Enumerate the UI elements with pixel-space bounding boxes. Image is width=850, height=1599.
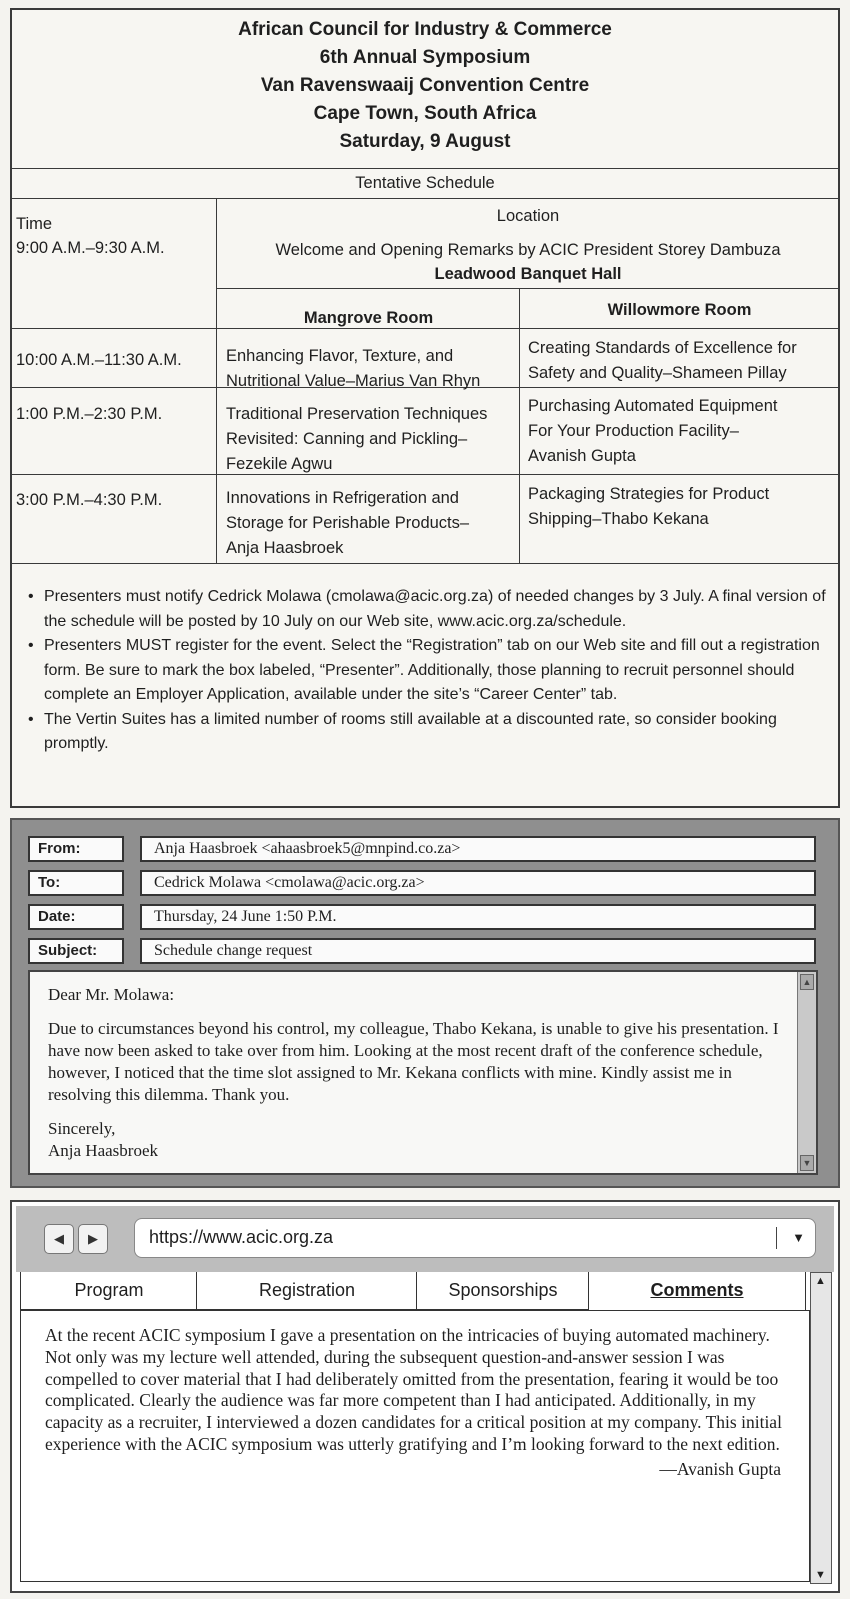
session-willowmore-1 — [528, 336, 797, 386]
session-line: For Your Production Facility– — [528, 422, 739, 440]
slot-4-time: 3:00 P.M.–4:30 P.M. — [16, 491, 163, 509]
session-willowmore-3 — [528, 482, 769, 532]
email-message: Due to circumstances beyond his control, my colleague, Thabo Kekana, is unable to give his presentation. I have now been asked to take over from him. Looking at the most recent draft of the conference schedule, however, I noticed that the time slot assigned to Mr. Kekana conflicts with mine. Kindly assist me in resolving this dilemma. Thank you. — [48, 1019, 779, 1104]
schedule-notes — [24, 585, 828, 757]
session-line: Traditional Preservation Techniques — [226, 405, 488, 423]
comment-author: —Avanish Gupta — [659, 1458, 781, 1479]
date-field[interactable]: Thursday, 24 June 1:50 P.M. — [140, 904, 816, 930]
browser-window — [10, 1200, 840, 1593]
tentative-label: Tentative Schedule — [355, 174, 495, 192]
session-line: Purchasing Automated Equipment — [528, 397, 778, 415]
url-text: https://www.acic.org.za — [149, 1227, 334, 1247]
session-line: Innovations in Refrigeration and — [226, 489, 459, 507]
comment-panel — [20, 1310, 810, 1582]
session-mangrove-1 — [226, 344, 480, 394]
address-bar[interactable] — [134, 1218, 816, 1258]
schedule-panel — [10, 8, 840, 808]
email-closing: Sincerely, — [48, 1119, 116, 1138]
session-line: Safety and Quality–Shameen Pillay — [528, 364, 787, 382]
from-field[interactable]: Anja Haasbroek <ahaasbroek5@mnpind.co.za> — [140, 836, 816, 862]
session-line: Creating Standards of Excellence for — [528, 339, 797, 357]
page-scrollbar[interactable] — [810, 1272, 832, 1584]
date-label: Date: — [28, 904, 124, 930]
session-mangrove-2 — [226, 402, 487, 477]
session-line: Revisited: Canning and Pickling– — [226, 430, 468, 448]
session-line: Anja Haasbroek — [226, 539, 344, 557]
back-arrow-icon: ◀ — [54, 1231, 64, 1246]
session-line: Enhancing Flavor, Texture, and — [226, 347, 454, 365]
scroll-down-icon[interactable]: ▼ — [815, 1569, 826, 1581]
email-body[interactable] — [28, 970, 818, 1175]
org-name: African Council for Industry & Commerce — [238, 19, 612, 40]
forward-button[interactable] — [78, 1224, 108, 1254]
banquet-hall: Leadwood Banquet Hall — [434, 265, 622, 283]
comment-text: At the recent ACIC symposium I gave a presentation on the intricacies of buying automated machinery. Not only was my lecture well attended, during the subsequent question-and-answer session I was compelled to cover material that I had deliberately omitted from the presentation, fearing it would be too complicated. Clearly the audience was far more competent than I had anticipated. Additionally, in my capacity as a recruiter, I interviewed a dozen candidates for a critical position at my company. This initial experience with the ACIC symposium was utterly gratifying and I’m looking forward to the next edition. — [45, 1325, 782, 1454]
dropdown-icon[interactable]: ▼ — [792, 1230, 805, 1245]
forward-arrow-icon: ▶ — [88, 1231, 98, 1246]
venue-city: Cape Town, South Africa — [313, 103, 537, 124]
event-name: 6th Annual Symposium — [319, 47, 531, 68]
email-window — [10, 818, 840, 1188]
note-item: • Presenters must notify Cedrick Molawa (cmolawa@acic.org.za) of needed changes by 3 July. A final version of the schedule will be posted by 10 July on our Web site, www.acic.org.za/schedule. — [24, 585, 828, 634]
tab-registration[interactable]: Registration — [196, 1272, 418, 1310]
subject-label: Subject: — [28, 938, 124, 964]
scroll-up-icon[interactable]: ▲ — [815, 1275, 826, 1287]
site-tabs — [20, 1272, 802, 1312]
room-mangrove: Mangrove Room — [303, 309, 434, 327]
session-line: Packaging Strategies for Product — [528, 485, 770, 503]
email-scrollbar[interactable] — [797, 972, 816, 1173]
slot-3-time: 1:00 P.M.–2:30 P.M. — [16, 405, 163, 423]
slot-2-time: 10:00 A.M.–11:30 A.M. — [16, 351, 182, 369]
schedule-table — [12, 168, 838, 573]
welcome-session: Welcome and Opening Remarks by ACIC President Storey Dambuza — [275, 241, 781, 259]
tab-comments[interactable]: Comments — [588, 1272, 806, 1310]
session-line: Avanish Gupta — [528, 447, 636, 465]
room-willowmore: Willowmore Room — [607, 301, 752, 319]
email-signature: Anja Haasbroek — [48, 1141, 158, 1160]
session-line: Fezekile Agwu — [226, 455, 333, 473]
session-line: Nutritional Value–Marius Van Rhyn — [226, 372, 481, 390]
to-field[interactable]: Cedrick Molawa <cmolawa@acic.org.za> — [140, 870, 816, 896]
subject-field[interactable]: Schedule change request — [140, 938, 816, 964]
note-item: • The Vertin Suites has a limited number of rooms still available at a discounted rate, so consider booking promptly. — [24, 708, 828, 757]
slot-1-time: 9:00 A.M.–9:30 A.M. — [16, 239, 165, 257]
session-mangrove-3 — [226, 486, 469, 561]
tab-sponsorships[interactable]: Sponsorships — [416, 1272, 590, 1310]
session-line: Shipping–Thabo Kekana — [528, 510, 709, 528]
tab-program[interactable]: Program — [20, 1272, 198, 1310]
to-label: To: — [28, 870, 124, 896]
scroll-down-icon[interactable]: ▼ — [800, 1155, 814, 1171]
from-label: From: — [28, 836, 124, 862]
note-item: • Presenters MUST register for the event. Select the “Registration” tab on our Web site and fill out a registration form. Be sure to mark the box labeled, “Presenter”. Additionally, those planning to recruit personnel should complete an Employer Application, available under the site’s “Career Center” tab. — [24, 634, 828, 708]
session-line: Storage for Perishable Products– — [226, 514, 470, 532]
scroll-up-icon[interactable]: ▲ — [800, 974, 814, 990]
venue-name: Van Ravenswaaij Convention Centre — [260, 75, 590, 96]
col-location-header: Location — [496, 207, 560, 225]
email-greeting: Dear Mr. Molawa: — [48, 985, 175, 1004]
address-separator — [776, 1227, 777, 1249]
event-date: Saturday, 9 August — [339, 131, 511, 152]
col-time-header: Time — [16, 215, 53, 233]
browser-toolbar — [16, 1206, 834, 1272]
schedule-header — [12, 10, 838, 156]
back-button[interactable] — [44, 1224, 74, 1254]
session-willowmore-2 — [528, 394, 778, 469]
